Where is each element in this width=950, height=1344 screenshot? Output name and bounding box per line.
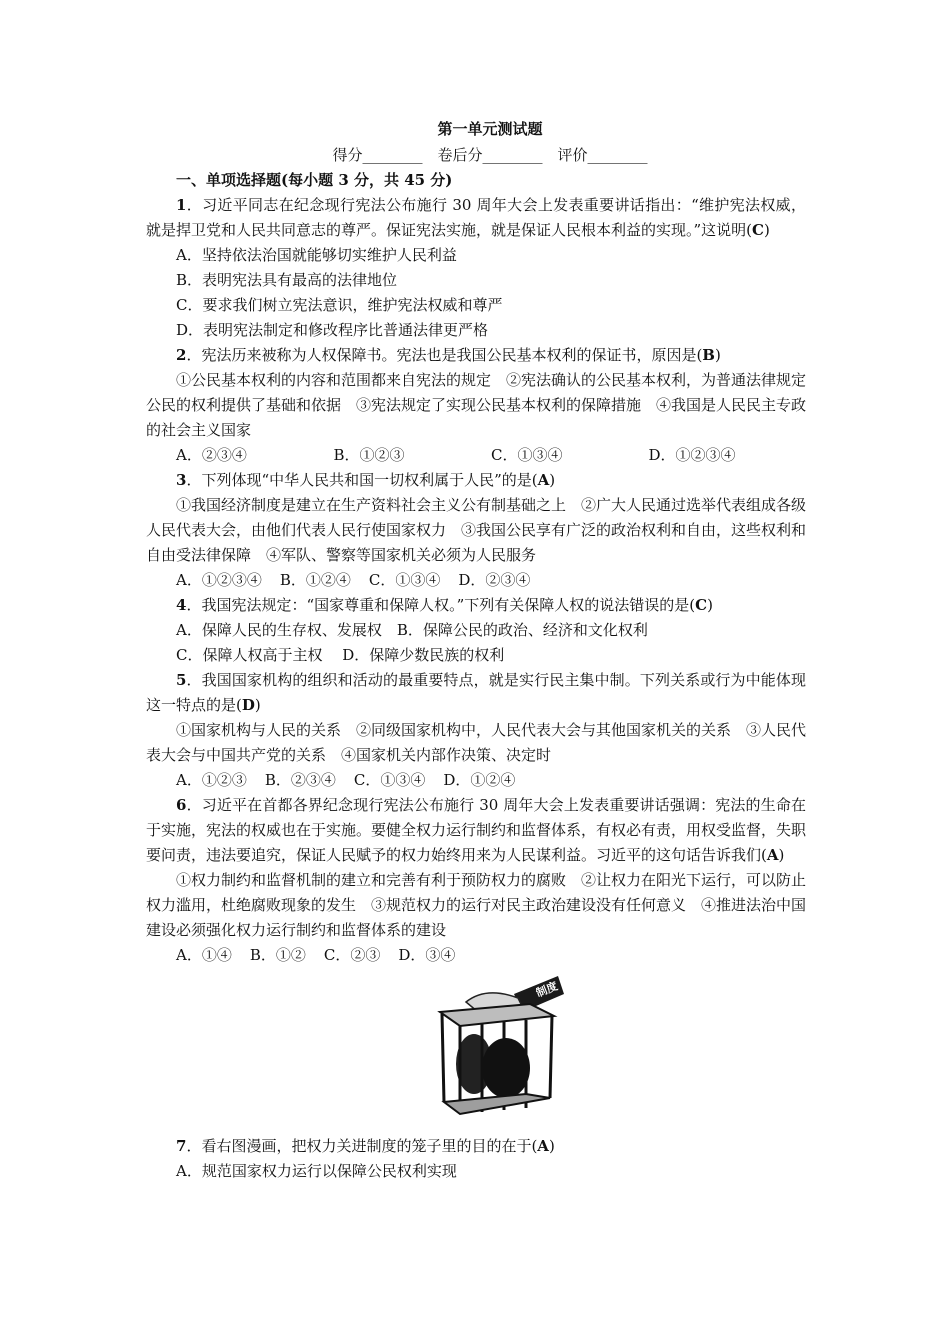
answer: A (766, 846, 779, 864)
choices (146, 943, 806, 968)
cartoon-label: 制度 (534, 979, 560, 1000)
statements: ①我国经济制度是建立在生产资料社会主义公有制基础之上 ②广大人民通过选举代表组成各级人民代表大会，由他们代表人民行使国家权力 ③我国公民享有广泛的政治权利和自由，这些权利和自由受法律保障 ④军队、警察等国家机关必须为人民服务 (146, 496, 807, 564)
answer: D (241, 696, 255, 714)
question-3: 3．下列体现“中华人民共和国一切权利属于人民”的是(A) (176, 471, 556, 489)
statements: ①权力制约和监督机制的建立和完善有利于预防权力的腐败 ②让权力在阳光下运行，可以防止权力滥用，杜绝腐败现象的发生 ③规范权力的运行对民主政治建设没有任何意义 ④推进法治中国建设必须强化权力运行制约和监督体系的建设 (146, 871, 807, 939)
choice: C．①③④ (368, 571, 441, 589)
choice: A．①②③ (176, 771, 247, 789)
exam-content (146, 168, 806, 1184)
choice: D．③④ (398, 946, 456, 964)
option: A．坚持依法治国就能够切实维护人民利益 (176, 246, 457, 264)
choice: B．②③④ (264, 771, 336, 789)
page-title: 第一单元测试题 (437, 120, 543, 138)
option: C．要求我们树立宪法意识，维护宪法权威和尊严 (176, 296, 503, 314)
option: B．表明宪法具有最高的法律地位 (176, 271, 398, 289)
choices (146, 768, 806, 793)
choice: D．①②④ (443, 771, 516, 789)
statements: ①公民基本权利的内容和范围都来自宪法的规定 ②宪法确认的公民基本权利，为普通法律规定公民的权利提供了基础和依据 ③宪法规定了实现公民基本权利的保障措施 ④我国是人民民主专政的社会主义国家 (146, 371, 807, 439)
question-4: 4．我国宪法规定：“国家尊重和保障人权。”下列有关保障人权的说法错误的是(C) (176, 596, 713, 614)
choices (146, 443, 806, 468)
choice: B．①②④ (279, 571, 351, 589)
choice: C．①③④ (353, 771, 426, 789)
choice: C．②③ (323, 946, 381, 964)
question-7: 7．看右图漫画，把权力关进制度的笼子里的目的在于(A) (176, 1137, 555, 1155)
question-1: 1．习近平同志在纪念现行宪法公布施行 30 周年大会上发表重要讲话指出：“维护宪法权威，就是捍卫党和人民共同意志的尊严。保证宪法实施，就是保证人民根本利益的实现。”这说明(C) (146, 196, 806, 239)
answer: C (752, 221, 764, 239)
choice: D．①②③④ (648, 446, 736, 464)
score-line: 得分________ 卷后分________ 评价________ (332, 146, 648, 164)
figure (482, 1038, 530, 1098)
option: C．保障人权高于主权 D．保障少数民族的权利 (176, 646, 505, 664)
choice: C．①③④ (491, 446, 563, 464)
answer: C (695, 596, 708, 614)
question-6: 6．习近平在首都各界纪念现行宪法公布施行 30 周年大会上发表重要讲话强调：宪法的生命在于实施，宪法的权威也在于实施。要健全权力运行制约和监督体系，有权必有责，用权受监督，失职要问责，违法要追究，保证人民赋予的权力始终用来为人民谋利益。习近平的这句话告诉我们(A) (146, 796, 807, 864)
section-heading: 一、单项选择题(每小题 3 分，共 45 分) (176, 171, 453, 189)
power-cage-cartoon (426, 972, 566, 1120)
answer: B (702, 346, 715, 364)
option: A．规范国家权力运行以保障公民权利实现 (176, 1162, 457, 1180)
choice: B．①②③ (333, 446, 405, 464)
choice: A．②③④ (176, 446, 247, 464)
choices (146, 568, 806, 593)
choice: B．①② (249, 946, 306, 964)
option: D．表明宪法制定和修改程序比普通法律更严格 (176, 321, 489, 339)
cage-top (440, 1004, 554, 1026)
choice: D．②③④ (458, 571, 531, 589)
option: A．保障人民的生存权、发展权 B．保障公民的政治、经济和文化权利 (176, 621, 648, 639)
choice: A．①④ (176, 946, 232, 964)
statements: ①国家机构与人民的关系 ②同级国家机构中，人民代表大会与其他国家机关的关系 ③人民代表大会与中国共产党的关系 ④国家机关内部作决策、决定时 (146, 721, 807, 764)
question-2: 2．宪法历来被称为人权保障书。宪法也是我国公民基本权利的保证书，原因是(B) (176, 346, 721, 364)
answer: A (537, 471, 550, 489)
answer: A (537, 1137, 549, 1155)
question-5: 5．我国国家机构的组织和活动的最重要特点，就是实行民主集中制。下列关系或行为中能体现这一特点的是(D) (146, 671, 806, 714)
choice: A．①②③④ (176, 571, 262, 589)
